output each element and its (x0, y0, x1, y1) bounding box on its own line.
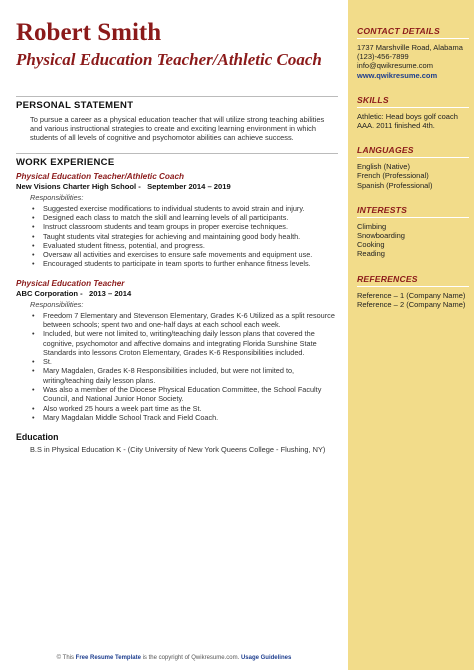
list-item: • Suggested exercise modifications to individual students to avoid strain and injury. (32, 203, 305, 213)
contact-heading: CONTACT DETAILS (357, 26, 440, 36)
candidate-name: Robert Smith (16, 19, 162, 46)
education-heading: Education (16, 432, 59, 443)
responsibilities-list (30, 311, 338, 423)
list-item-text: Suggested exercise modifications to individual students to avoid strain and injury. (43, 203, 305, 213)
skill-item: Athletic: Head boys golf coach AAA. 2011 finished 4th. (357, 111, 458, 131)
reference-item: Reference – 2 (Company Name) (357, 299, 466, 309)
job-title: Physical Education Teacher/Athletic Coach (16, 171, 185, 181)
website-link-text[interactable]: www.qwikresume.com (357, 70, 438, 80)
job-entry (16, 279, 338, 423)
free-resume-template-link[interactable]: Free Resume Template (75, 655, 141, 661)
list-item: • Taught students vital strategies for achieving and maintaining good body health. (32, 231, 301, 241)
personal-statement-text: To pursue a career as a physical education teacher that will utilize strong teaching abilities and various instructional strategies to create and exciting learning environment in which students of all levels of cognitive and psychomotor abilities can achieve success. (30, 115, 325, 143)
job-title: Physical Education Teacher (16, 278, 125, 288)
interests-heading: INTERESTS (357, 204, 408, 215)
contact-address: 1737 Marshville Road, Alabama (357, 43, 463, 52)
list-item: • Encouraged students to participate in team sports to further enhance fitness levels. (32, 259, 311, 269)
list-item: • Designed each class to match the skill and learning levels of all participants. (32, 212, 289, 222)
list-item: • Oversaw all activities and exercises to ensure safe movements and equipment use. (32, 250, 313, 260)
list-item-text: Mary Magdalan Middle School Track and Field Coach. (43, 412, 219, 422)
footer-text: © This (56, 655, 76, 661)
usage-guidelines-link[interactable]: Usage Guidelines (240, 655, 292, 661)
job-company: New Visions Charter High School - September 2014 – 2019 (16, 181, 231, 191)
job-company: ABC Corporation - 2013 – 2014 (16, 288, 132, 298)
candidate-title: Physical Education Teacher/Athletic Coach (16, 50, 322, 69)
interest-item: Snowboarding (357, 231, 405, 241)
references-heading: REFERENCES (357, 273, 418, 284)
education-entry: B.S in Physical Education K - (City University of New York Queens College - Flushing, NY) (30, 445, 326, 455)
skills-heading: SKILLS (357, 94, 389, 105)
footer-text: is the copyright of Qwikresume.com. (140, 655, 241, 661)
sidebar (348, 0, 474, 670)
list-item: • Instruct classroom students and team groups in proper exercise techniques. (32, 222, 288, 232)
divider (357, 107, 469, 108)
list-item: • Mary Magdalan Middle School Track and Field Coach. (32, 412, 219, 422)
language-item: Spanish (Professional) (357, 180, 433, 190)
contact-website-link[interactable] (357, 71, 469, 80)
interest-item: Climbing (357, 221, 387, 231)
list-item-text: Oversaw all activities and exercises to ensure safe movements and equipment use. (43, 250, 313, 260)
list-item: • Mary Magdalen, Grades K-8 Responsibilities included, but were not limited to, writing/teaching daily lesson plans. (32, 366, 295, 385)
list-item: • Was also a member of the Diocese Physical Education Committee, the School Faculty Council, and National Junior Honor Society. (32, 385, 322, 404)
languages-heading: LANGUAGES (357, 145, 414, 156)
list-item-text: St. (43, 357, 52, 367)
divider (357, 286, 469, 287)
divider (357, 217, 469, 218)
divider (357, 38, 469, 39)
personal-statement-heading: PERSONAL STATEMENT (16, 100, 134, 111)
list-item-text: Encouraged students to participate in team sports to further enhance fitness levels. (43, 259, 311, 269)
work-experience-heading: WORK EXPERIENCE (16, 156, 115, 168)
footer (0, 654, 348, 662)
list-item: • St. (32, 357, 52, 367)
job-entry (16, 172, 338, 269)
list-item-text: Included, but were not limited to, writing/teaching daily lesson plans that covered the cognitive, psychomotor and affective domains and integrating Florida Sunshine State Standards into lessons Croton Elementary, Grades K-6 Responsibilities included. (43, 329, 317, 357)
list-item-text: Was also a member of the Diocese Physical Education Committee, the School Faculty Council, and National Junior Honor Society. (43, 385, 322, 404)
list-item: • Freedom 7 Elementary and Stevenson Elementary, Grades K-6 Utilized as a split resource between schools; spent two and one-half days at each school each week. (32, 310, 335, 329)
language-item: French (Professional) (357, 171, 429, 181)
list-item-text: Instruct classroom students and team groups in proper exercise techniques. (43, 222, 288, 232)
list-item-text: Also worked 25 hours a week part time as the St. (43, 403, 202, 413)
list-item-text: Mary Magdalen, Grades K-8 Responsibilities included, but were not limited to, writing/teaching daily lesson plans. (43, 366, 295, 385)
list-item: • Evaluated student fitness, potential, and progress. (32, 240, 205, 250)
list-item: • Included, but were not limited to, writing/teaching daily lesson plans that covered the cognitive, psychomotor and affective domains and integrating Florida Sunshine State Standards into lessons Croton Elementary, Grades K-6 Responsibilities included. (32, 329, 317, 357)
list-item-text: Designed each class to match the skill and learning levels of all participants. (43, 212, 289, 222)
responsibilities-list (30, 204, 338, 269)
list-item: • Also worked 25 hours a week part time as the St. (32, 403, 202, 413)
main-column (16, 96, 338, 455)
contact-email[interactable]: info@qwikresume.com (357, 61, 433, 71)
divider (16, 153, 338, 154)
interest-item: Cooking (357, 240, 385, 250)
reference-item: Reference – 1 (Company Name) (357, 290, 466, 300)
divider (16, 96, 338, 97)
divider (357, 157, 469, 158)
responsibilities-label: Responsibilities: (30, 193, 84, 203)
interest-item: Reading (357, 249, 385, 259)
responsibilities-label: Responsibilities: (30, 300, 84, 310)
sidebar-content (357, 26, 469, 309)
list-item-text: Freedom 7 Elementary and Stevenson Elementary, Grades K-6 Utilized as a split resource between schools; spent two and one-half days at each school each week. (43, 310, 335, 329)
list-item-text: Evaluated student fitness, potential, and progress. (43, 240, 205, 250)
contact-phone: (123)-456-7899 (357, 52, 409, 62)
list-item-text: Taught students vital strategies for achieving and maintaining good body health. (43, 231, 301, 241)
language-item: English (Native) (357, 162, 410, 172)
